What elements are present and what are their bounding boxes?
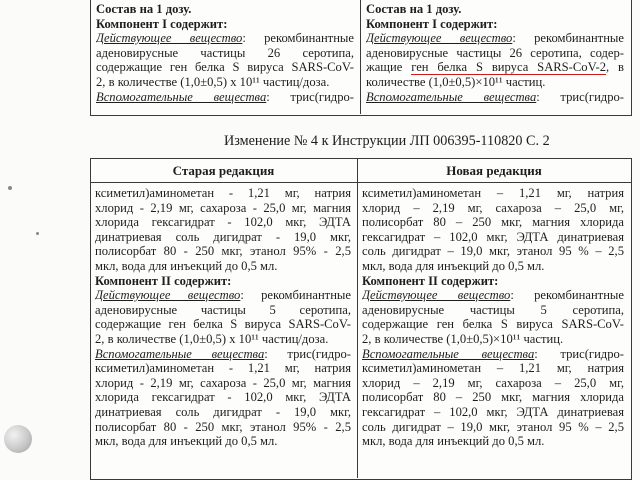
top-left-component-1: Компонент I содержит: — [96, 16, 228, 31]
old-active-line: Действующее вещество: рекомбинантные — [95, 288, 351, 303]
top-left-active-line: Действующее вещество: рекомбинантные — [96, 31, 354, 46]
scan-speck — [36, 232, 39, 235]
old-version-header: Старая редакция — [172, 163, 275, 178]
old-line: 2, в количестве (1,0±0,5) х 10¹¹ частиц/доза. — [95, 331, 329, 346]
top-left-column — [96, 2, 354, 104]
old-aux-line: Вспомогательные вещества: трис(гидро- — [95, 346, 351, 361]
old-line: динатриевая соль дигидрат - 19,0 мкг, — [95, 404, 351, 419]
top-right-active-line: Действующее вещество: рекомбинантные — [366, 31, 624, 46]
header-divider — [90, 182, 631, 183]
top-right-line-highlighted: жащие ген белка S вируса SARS-CoV-2, в — [366, 60, 624, 75]
old-line: хлорид - 2,19 мг, сахароза - 25,0 мг, магния — [95, 375, 351, 390]
old-line: полисорбат 80 - 250 мкг, этанол 95% - 2,5 — [95, 244, 351, 259]
old-line: аденовирусные частицы 5 серотипа, — [95, 302, 351, 317]
new-line: содержащие ген белка S вируса SARS-CoV- — [362, 317, 624, 332]
new-aux-line: Вспомогательные вещества: трис(гидро- — [362, 346, 624, 361]
old-line: содержащие ген белка S вируса SARS-CoV- — [95, 317, 351, 332]
new-active-line: Действующее вещество: рекомбинантные — [362, 288, 624, 303]
new-line: мкл, вода для инъекций до 0,5 мл. — [362, 258, 545, 273]
top-left-line: 2, в количестве (1,0±0,5) х 10¹¹ частиц/доза. — [96, 74, 330, 89]
column-divider — [357, 158, 358, 478]
top-left-line: аденовирусные частицы 26 серотипа, — [96, 45, 354, 60]
top-table-divider — [360, 0, 361, 114]
top-right-component-1: Компонент I содержит: — [366, 16, 498, 31]
top-right-column — [366, 2, 624, 104]
old-component-2: Компонент II содержит: — [95, 273, 232, 288]
red-underline-mark: ген белка S вируса SARS-CoV-2 — [411, 60, 607, 75]
new-line: мкл, вода для инъекций до 0,5 мл. — [362, 434, 545, 449]
page-heading: Изменение № 4 к Инструкции ЛП 006395-110820 С. 2 — [224, 133, 550, 149]
new-line: хлорид – 2,19 мг, сахароза – 25,0 мг, — [362, 200, 624, 215]
new-line: хлорид – 2,19 мг, сахароза – 25,0 мг, — [362, 375, 624, 390]
new-line: ксиметил)аминометан – 1,21 мг, натрия — [362, 186, 624, 200]
new-version-column — [362, 186, 624, 449]
top-left-aux-line: Вспомогательные вещества: трис(гидро- — [96, 89, 354, 104]
top-left-line: содержащие ген белка S вируса SARS-CoV- — [96, 60, 354, 75]
scan-speck — [8, 186, 12, 190]
old-line: полисорбат 80 - 250 мкг, этанол 95% - 2,5 — [95, 419, 351, 434]
new-version-header: Новая редакция — [446, 163, 542, 178]
new-component-2: Компонент II содержит: — [362, 273, 499, 288]
new-line: ксиметил)аминометан – 1,21 мг, натрия — [362, 361, 624, 376]
old-line: мкл, вода для инъекций до 0,5 мл. — [95, 258, 278, 273]
top-right-line: количестве (1,0±0,5)×10¹¹ частиц. — [366, 74, 546, 89]
new-line: гексагидрат – 102,0 мкг, ЭДТА динатриевая — [362, 404, 624, 419]
top-right-aux-line: Вспомогательные вещества: трис(гидро- — [366, 89, 624, 104]
old-version-column — [95, 186, 351, 449]
old-line: динатриевая соль дигидрат - 19,0 мкг, — [95, 229, 351, 244]
punch-hole — [4, 425, 32, 453]
new-line: аденовирусные частицы 5 серотипа, — [362, 302, 624, 317]
old-line: хлорида гексагидрат - 102,0 мкг, ЭДТА — [95, 215, 351, 230]
new-line: гексагидрат – 102,0 мкг, ЭДТА динатриевая — [362, 229, 624, 244]
new-line: полисорбат 80 – 250 мкг, магния хлорида — [362, 390, 624, 405]
top-right-line: аденовирусные частицы 26 серотипа, содер- — [366, 45, 624, 60]
old-line: ксиметил)аминометан - 1,21 мг, натрия — [95, 361, 351, 376]
old-line: ксиметил)аминометан - 1,21 мг, натрия — [95, 186, 351, 200]
top-left-title: Состав на 1 дозу. — [96, 2, 192, 16]
new-line: соль дигидрат – 19,0 мкг, этанол 95 % – 2,5 — [362, 419, 624, 434]
old-line: мкл, вода для инъекций до 0,5 мл. — [95, 434, 278, 449]
new-line: полисорбат 80 – 250 мкг, магния хлорида — [362, 215, 624, 230]
new-line: 2, в количестве (1,0±0,5)×10¹¹ частиц. — [362, 331, 564, 346]
new-line: соль дигидрат – 19,0 мкг, этанол 95 % – 2,5 — [362, 244, 624, 259]
top-right-title: Состав на 1 дозу. — [366, 2, 462, 16]
old-line: хлорида гексагидрат - 102,0 мкг, ЭДТА — [95, 390, 351, 405]
old-line: хлорид - 2,19 мг, сахароза - 25,0 мг, магния — [95, 200, 351, 215]
